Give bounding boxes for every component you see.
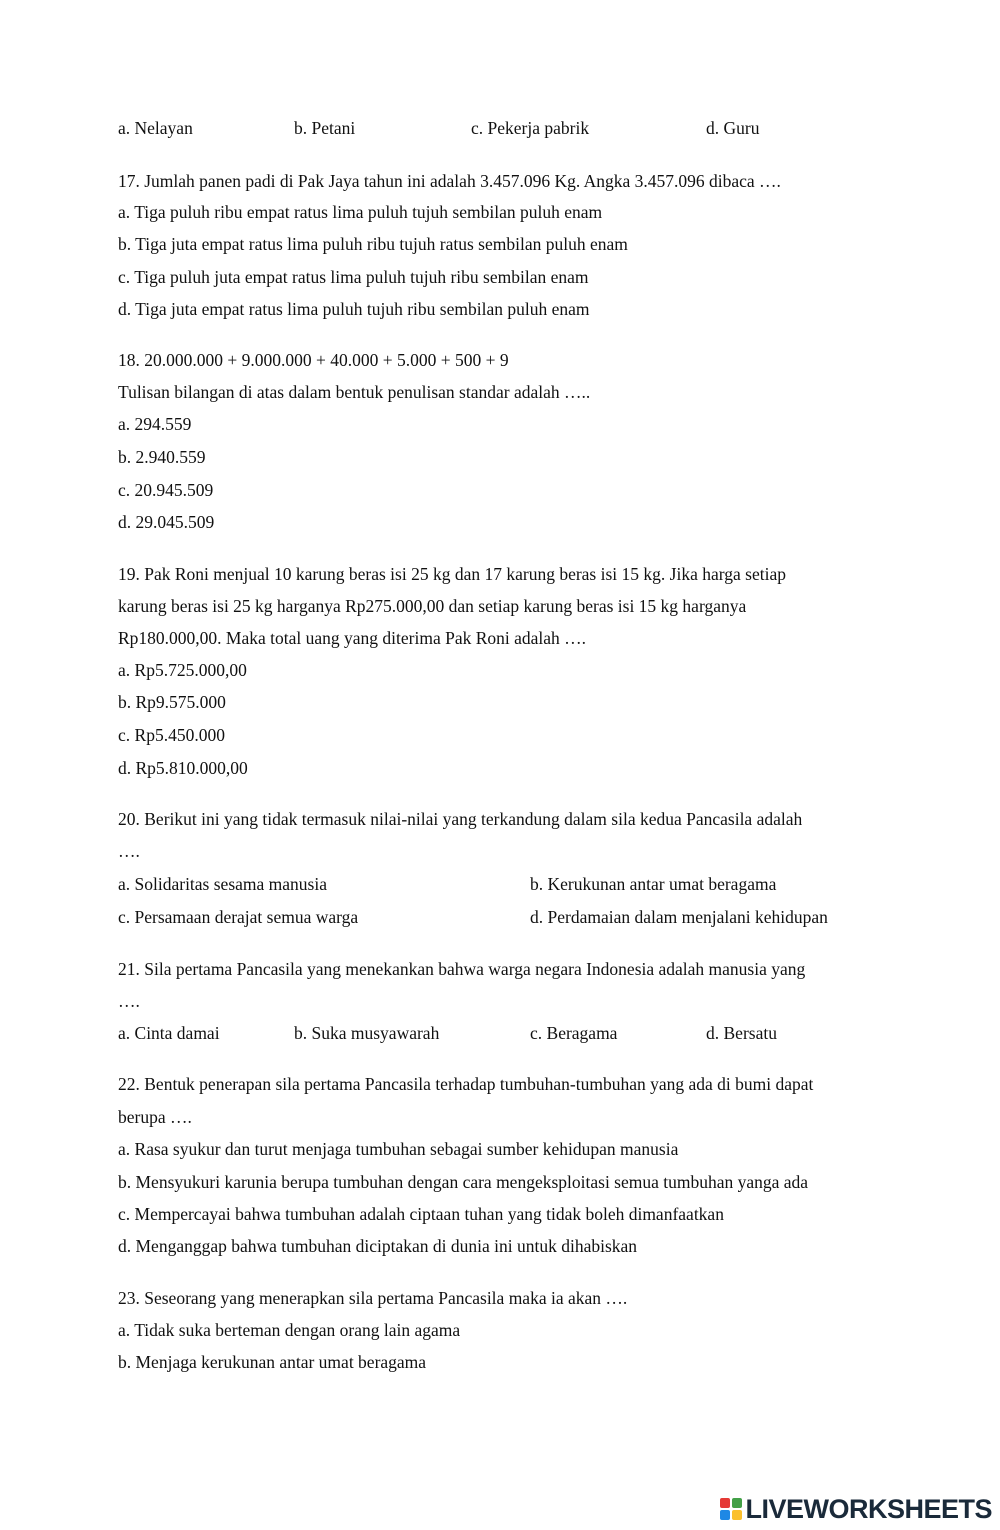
q18-option-a[interactable]: a. 294.559 xyxy=(118,414,192,434)
q22-question-line2: berupa …. xyxy=(118,1107,192,1127)
q18-option-d[interactable]: d. 29.045.509 xyxy=(118,512,215,532)
q20-option-c[interactable]: c. Persamaan derajat semua warga xyxy=(118,907,359,927)
q20-question-line2: …. xyxy=(118,841,140,861)
q18-option-c[interactable]: c. 20.945.509 xyxy=(118,480,214,500)
q21-question-line2: …. xyxy=(118,991,140,1011)
q16-option-d[interactable]: d. Guru xyxy=(706,118,760,138)
liveworksheets-logo[interactable] xyxy=(720,1494,992,1524)
q22-option-b[interactable]: b. Mensyukuri karunia berupa tumbuhan dengan cara mengeksploitasi semua tumbuhan yanga ada xyxy=(118,1172,809,1192)
q23-option-b[interactable]: b. Menjaga kerukunan antar umat beragama xyxy=(118,1352,427,1372)
q21-option-b[interactable]: b. Suka musyawarah xyxy=(294,1023,440,1043)
q19-option-c[interactable]: c. Rp5.450.000 xyxy=(118,725,225,745)
q22-option-d[interactable]: d. Menganggap bahwa tumbuhan diciptakan di dunia ini untuk dihabiskan xyxy=(118,1236,638,1256)
q20-option-d[interactable]: d. Perdamaian dalam menjalani kehidupan xyxy=(530,907,828,927)
liveworksheets-logo-icon xyxy=(720,1498,742,1520)
q20-option-a[interactable]: a. Solidaritas sesama manusia xyxy=(118,874,327,894)
brand-name: LIVEWORKSHEETS xyxy=(745,1493,992,1524)
q19-question-line1: 19. Pak Roni menjual 10 karung beras isi 25 kg dan 17 karung beras isi 15 kg. Jika harga setiap xyxy=(118,564,786,584)
q18-question-line2: Tulisan bilangan di atas dalam bentuk penulisan standar adalah ….. xyxy=(118,382,591,402)
q16-option-a[interactable]: a. Nelayan xyxy=(118,118,193,138)
q19-option-a[interactable]: a. Rp5.725.000,00 xyxy=(118,660,247,680)
q19-option-b[interactable]: b. Rp9.575.000 xyxy=(118,692,226,712)
q22-question-line1: 22. Bentuk penerapan sila pertama Pancasila terhadap tumbuhan-tumbuhan yang ada di bumi dapat xyxy=(118,1074,814,1094)
q20-question-line1: 20. Berikut ini yang tidak termasuk nilai-nilai yang terkandung dalam sila kedua Pancasila adalah xyxy=(118,809,803,829)
q17-option-d[interactable]: d. Tiga juta empat ratus lima puluh tujuh ribu sembilan puluh enam xyxy=(118,299,590,319)
q17-option-a[interactable]: a. Tiga puluh ribu empat ratus lima puluh tujuh sembilan puluh enam xyxy=(118,202,603,222)
q17-question: 17. Jumlah panen padi di Pak Jaya tahun ini adalah 3.457.096 Kg. Angka 3.457.096 dibaca …. xyxy=(118,171,781,191)
q16-option-b[interactable]: b. Petani xyxy=(294,118,356,138)
q19-question-line3: Rp180.000,00. Maka total uang yang diterima Pak Roni adalah …. xyxy=(118,628,587,648)
q18-option-b[interactable]: b. 2.940.559 xyxy=(118,447,206,467)
q16-option-c[interactable]: c. Pekerja pabrik xyxy=(471,118,590,138)
q17-option-b[interactable]: b. Tiga juta empat ratus lima puluh ribu tujuh ratus sembilan puluh enam xyxy=(118,234,628,254)
q20-option-b[interactable]: b. Kerukunan antar umat beragama xyxy=(530,874,777,894)
q21-question-line1: 21. Sila pertama Pancasila yang menekankan bahwa warga negara Indonesia adalah manusia yang xyxy=(118,959,806,979)
q23-option-a[interactable]: a. Tidak suka berteman dengan orang lain agama xyxy=(118,1320,461,1340)
q18-question-line1: 18. 20.000.000 + 9.000.000 + 40.000 + 5.000 + 500 + 9 xyxy=(118,350,509,370)
q19-option-d[interactable]: d. Rp5.810.000,00 xyxy=(118,758,248,778)
q23-question: 23. Seseorang yang menerapkan sila pertama Pancasila maka ia akan …. xyxy=(118,1288,628,1308)
q21-option-c[interactable]: c. Beragama xyxy=(530,1023,618,1043)
q21-option-d[interactable]: d. Bersatu xyxy=(706,1023,777,1043)
q21-option-a[interactable]: a. Cinta damai xyxy=(118,1023,220,1043)
q22-option-a[interactable]: a. Rasa syukur dan turut menjaga tumbuhan sebagai sumber kehidupan manusia xyxy=(118,1139,679,1159)
q19-question-line2: karung beras isi 25 kg harganya Rp275.000,00 dan setiap karung beras isi 15 kg harganya xyxy=(118,596,747,616)
q22-option-c[interactable]: c. Mempercayai bahwa tumbuhan adalah ciptaan tuhan yang tidak boleh dimanfaatkan xyxy=(118,1204,724,1224)
q17-option-c[interactable]: c. Tiga puluh juta empat ratus lima puluh tujuh ribu sembilan enam xyxy=(118,267,589,287)
